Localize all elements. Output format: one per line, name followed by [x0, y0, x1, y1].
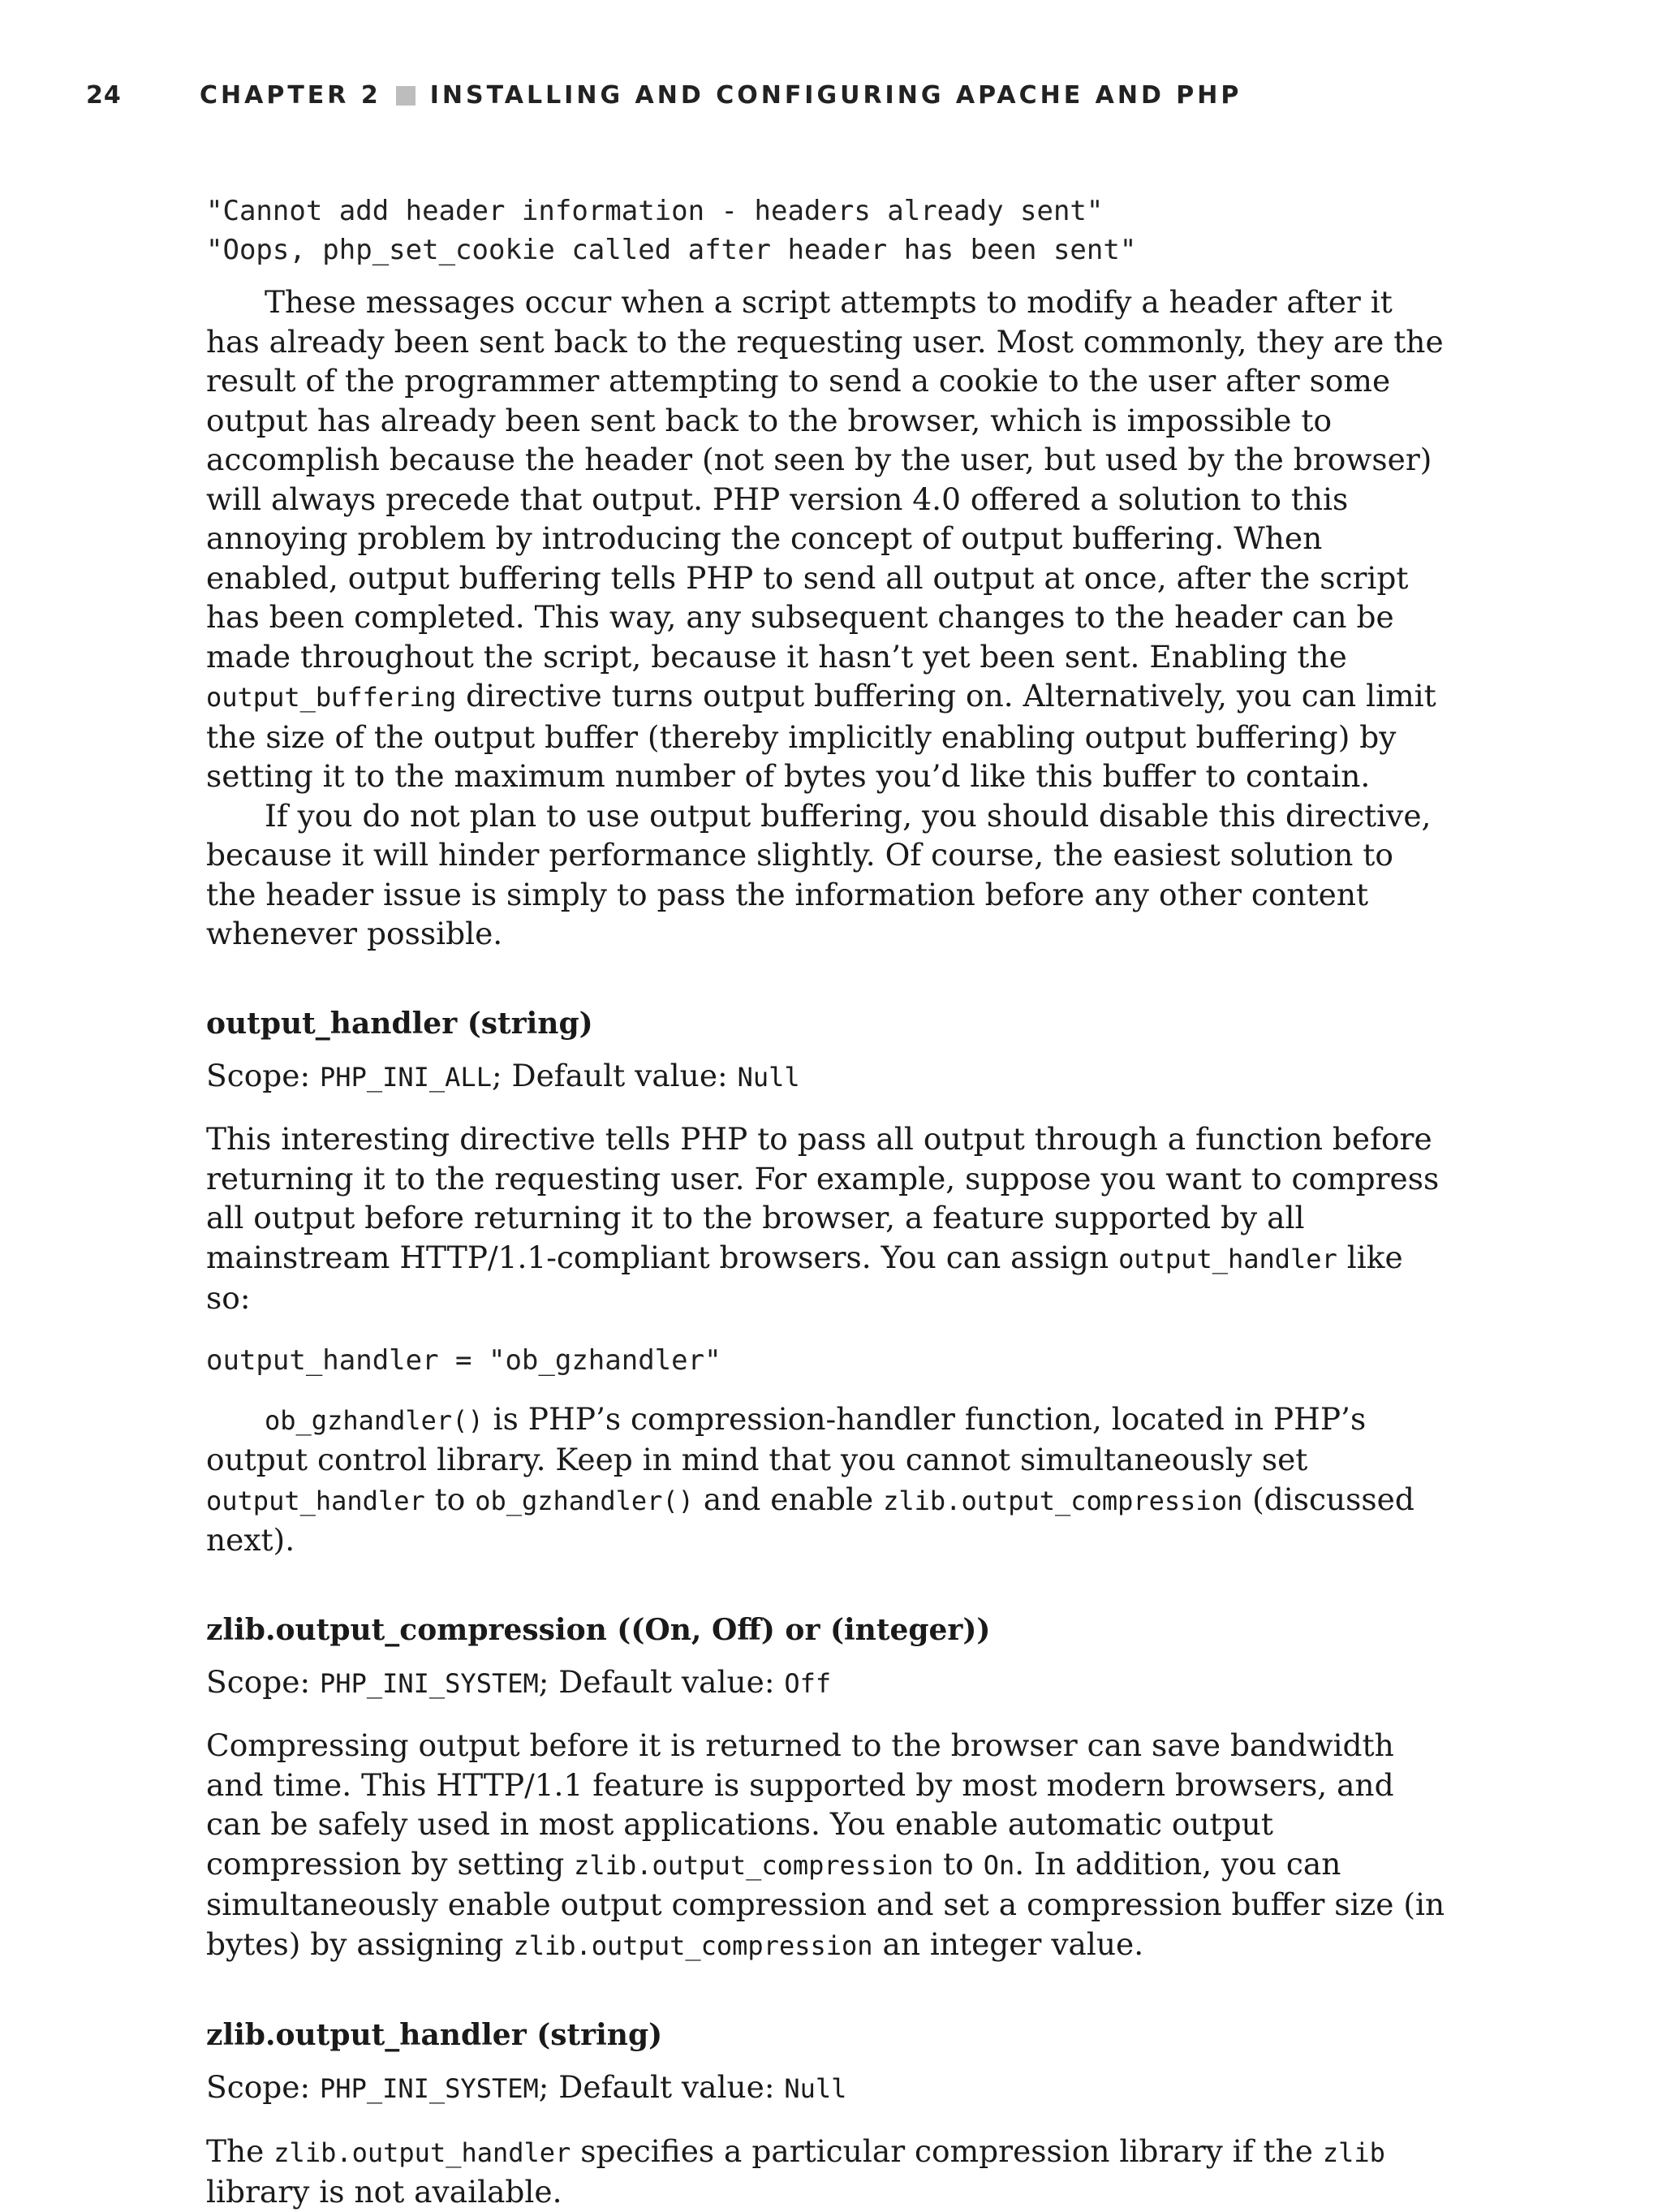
scope-line-output-handler — [206, 1056, 1449, 1097]
text-run: Compressing output before it is returned to the browser can save bandwidth and time. This HTTP/1.1 feature is supported by most modern browsers, and can be safely used in most applications. You enable automatic output compression by setting — [206, 1727, 1394, 1882]
text-run: The — [206, 2132, 274, 2169]
inline-code: zlib.output_compression — [513, 1930, 873, 1961]
page-number: 24 — [86, 81, 122, 110]
description-zlib-output-handler — [206, 2132, 1449, 2212]
code-example-output-handler: output_handler = "ob_gzhandler" — [206, 1343, 721, 1377]
inline-code: zlib.output_compression — [883, 1485, 1243, 1516]
text-run: and enable — [693, 1481, 884, 1517]
section-heading-zlib-output-handler: zlib.output_handler (string) — [206, 2018, 663, 2052]
chapter-title: INSTALLING AND CONFIGURING APACHE AND PHP — [429, 81, 1242, 110]
description-output-handler — [206, 1119, 1449, 1318]
scope-line-zlib-output-handler — [206, 2068, 1449, 2109]
text-run: to — [424, 1481, 476, 1517]
text-run: . In addition, you can simultaneously enable output compression and set a compression buffer size (in bytes) by assigning — [206, 1845, 1445, 1962]
paragraph-headers-explanation — [206, 282, 1449, 796]
text-run: specifies a particular compression library if the — [571, 2132, 1323, 2169]
inline-code: ob_gzhandler() — [265, 1404, 484, 1436]
text-run: (discussed next). — [206, 1481, 1414, 1558]
text-run: is PHP’s compression-handler function, located in PHP’s output control library. Keep in mind that you cannot simultaneously set — [206, 1400, 1367, 1477]
description-zlib-output-compression — [206, 1726, 1449, 1965]
inline-code: output_buffering — [206, 682, 457, 713]
inline-code: output_handler — [206, 1485, 425, 1516]
section-heading-zlib-output-compression: zlib.output_compression ((On, Off) or (integer)) — [206, 1612, 991, 1647]
default-label: ; Default value: — [491, 1057, 738, 1093]
code-line: "Oops, php_set_cookie called after header has been sent" — [206, 234, 1137, 266]
scope-value: PHP_INI_SYSTEM — [320, 2073, 539, 2104]
inline-code: zlib — [1322, 2137, 1385, 2168]
default-label: ; Default value: — [538, 1663, 785, 1700]
text-run: This interesting directive tells PHP to pass all output through a function before returning it to the requesting user. For example, suppose you want to compress all output before returning it to the browser, a feature supported by all mainstream HTTP/1.1-compliant browsers. You can assign — [206, 1121, 1440, 1275]
scope-label: Scope: — [206, 1057, 321, 1093]
inline-code: zlib.output_handler — [273, 2137, 571, 2168]
inline-code: zlib.output_compression — [574, 1849, 934, 1881]
scope-label: Scope: — [206, 1663, 321, 1700]
section-heading-output-handler: output_handler (string) — [206, 1006, 593, 1041]
error-messages-code-block — [206, 192, 1449, 269]
inline-code: On — [983, 1849, 1015, 1881]
scope-value: PHP_INI_SYSTEM — [320, 1667, 539, 1699]
default-value: Null — [784, 2073, 847, 2104]
paragraph-buffering-advice: If you do not plan to use output buffering, you should disable this directive, because it will hinder performance slightly. Of course, the easiest solution to the header issue is simply to pass the information before any other content whenever possible. — [206, 797, 1432, 951]
note-ob-gzhandler — [206, 1399, 1449, 1560]
default-label: ; Default value: — [538, 2069, 785, 2105]
separator-square-icon — [396, 86, 416, 106]
text-run: These messages occur when a script attempts to modify a header after it has already been sent back to the requesting user. Most commonly, they are the result of the programmer attempting to send a cookie to the user after some output has already been sent back to the browser, which is impossible to accomplish because the header (not seen by the user, but used by the browser) will always precede that output. PHP version 4.0 offered a solution to this annoying problem by introducing the concept of output buffering. When enabled, output buffering tells PHP to send all output at once, after the script has been completed. This way, any subsequent changes to the header can be made throughout the script, because it hasn’t yet been sent. Enabling the — [206, 284, 1444, 675]
scope-value: PHP_INI_ALL — [320, 1061, 492, 1093]
inline-code: ob_gzhandler() — [475, 1485, 694, 1516]
text-run: to — [933, 1845, 984, 1882]
text-run: like so: — [206, 1239, 1403, 1316]
scope-line-zlib-output-compression — [206, 1662, 1449, 1704]
default-value: Null — [737, 1061, 800, 1093]
inline-code: output_handler — [1118, 1243, 1337, 1274]
text-run: library is not available. — [206, 2174, 562, 2210]
chapter-label: CHAPTER 2 — [200, 81, 381, 110]
page-body — [206, 192, 1449, 2212]
code-line: "Cannot add header information - headers already sent" — [206, 195, 1104, 227]
scope-label: Scope: — [206, 2069, 321, 2105]
text-run: directive turns output buffering on. Alternatively, you can limit the size of the output buffer (thereby implicitly enabling output buffering) by setting it to the maximum number of bytes you’d like this buffer to contain. — [206, 678, 1436, 794]
running-header — [86, 81, 1242, 110]
default-value: Off — [784, 1667, 832, 1699]
text-run: an integer value. — [872, 1925, 1144, 1962]
